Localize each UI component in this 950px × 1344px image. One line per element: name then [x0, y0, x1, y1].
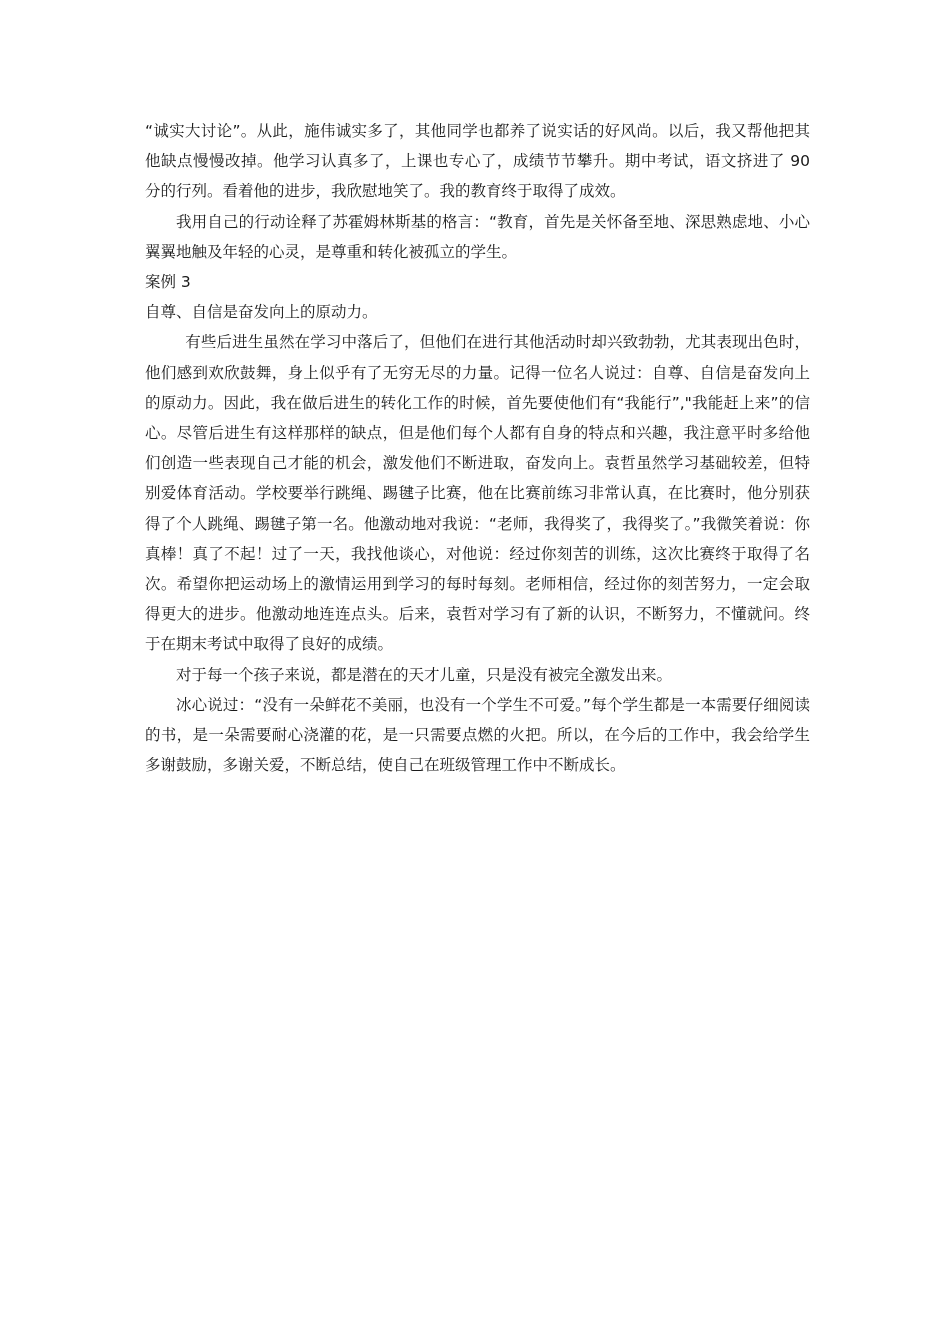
case-heading: 案例 3 [145, 273, 191, 292]
paragraph-bingxin-quote: 冰心说过：“没有一朵鲜花不美丽，也没有一个学生不可爱。”每个学生都是一本需要仔细阅读的书，是一朵需要耐心浇灌的花，是一只需要点燃的火把。所以，在今后的工作中，我会给学生多谢鼓励，多谢关爱，不断总结，使自己在班级管理工作中不断成长。 [145, 695, 810, 775]
paragraph-sukhomlinsky-quote: 我用自己的行动诠释了苏霍姆林斯基的格言：“教育，首先是关怀备至地、深思熟虑地、小心翼翼地触及年轻的心灵，是尊重和转化被孤立的学生。 [145, 212, 810, 261]
document-page [145, 116, 810, 780]
paragraph-case-3-story: 有些后进生虽然在学习中落后了，但他们在进行其他活动时却兴致勃勃，尤其表现出色时，他们感到欢欣鼓舞，身上似乎有了无穷无尽的力量。记得一位名人说过：自尊、自信是奋发向上的原动力。因此，我在做后进生的转化工作的时候，首先要使他们有“我能行”,"我能赶上来”的信心。尽管后进生有这样那样的缺点，但是他们每个人都有自身的特点和兴趣，我注意平时多给他们创造一些表现自己才能的机会，激发他们不断进取，奋发向上。袁哲虽然学习基础较差，但特别爱体育活动。学校要举行跳绳、踢毽子比赛，他在比赛前练习非常认真，在比赛时，他分别获得了个人跳绳、踢毽子第一名。他激动地对我说：“老师，我得奖了，我得奖了。”我微笑着说：你真棒！真了不起！过了一天，我找他谈心，对他说：经过你刻苦的训练，这次比赛终于取得了名次。希望你把运动场上的激情运用到学习的每时每刻。老师相信，经过你的刻苦努力，一定会取得更大的进步。他激动地连连点头。后来，袁哲对学习有了新的认识，不断努力，不懂就问。终于在期末考试中取得了良好的成绩。 [145, 333, 810, 654]
paragraph-honesty-discussion: “诚实大讨论”。从此，施伟诚实多了，其他同学也都养了说实话的好风尚。以后，我又帮他把其他缺点慢慢改掉。他学习认真多了，上课也专心了，成绩节节攀升。期中考试，语文挤进了 90 分的行列。看着他的进步，我欣慰地笑了。我的教育终于取得了成效。 [145, 122, 810, 201]
paragraph-every-child: 对于每一个孩子来说，都是潜在的天才儿童，只是没有被完全激发出来。 [176, 665, 673, 684]
case-subtitle: 自尊、自信是奋发向上的原动力。 [145, 303, 378, 322]
